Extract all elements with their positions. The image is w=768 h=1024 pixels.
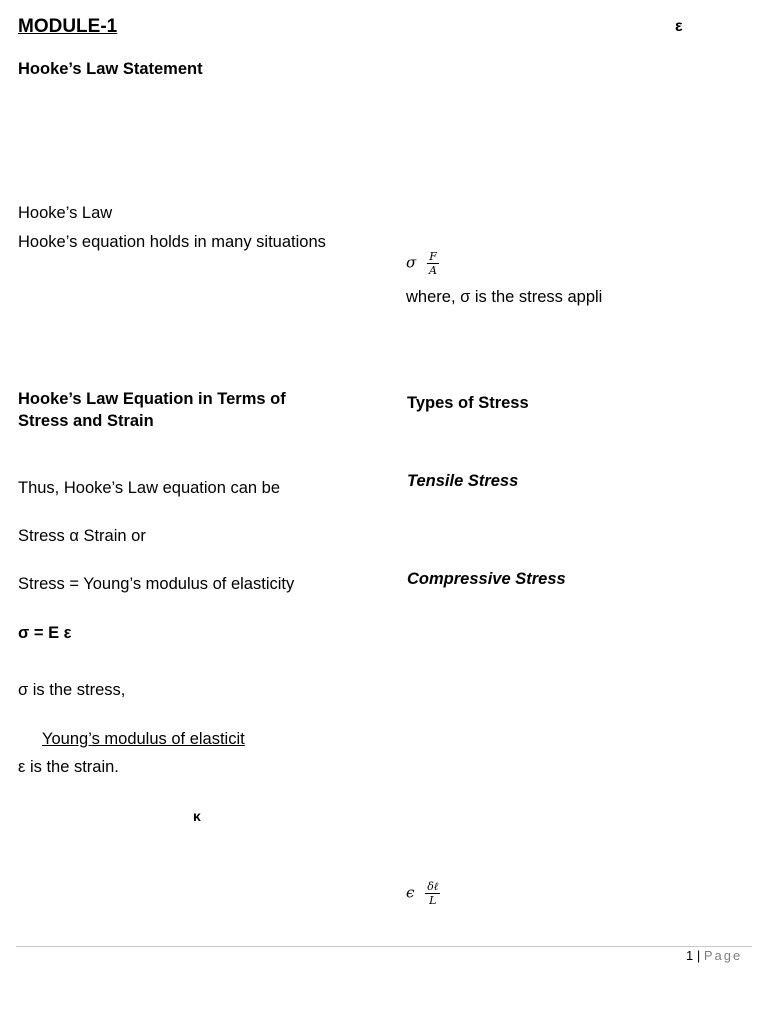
- tensile-stress-heading: Tensile Stress: [407, 472, 519, 490]
- youngs-modulus-definition: Young’s modulus of elasticit: [42, 730, 245, 748]
- stress-formula-fraction: [427, 250, 439, 277]
- footer-divider: [16, 946, 752, 947]
- types-of-stress-heading: Types of Stress: [407, 394, 529, 412]
- sigma-equation: σ = E ε: [18, 624, 72, 642]
- strain-formula-numerator: δℓ: [427, 880, 439, 893]
- corner-epsilon-symbol: ε: [675, 18, 683, 35]
- stress-formula-lhs: σ: [406, 253, 417, 272]
- stress-formula: [406, 250, 439, 277]
- where-line: where, σ is the stress appli: [406, 288, 603, 306]
- sigma-definition: σ is the stress,: [18, 681, 126, 699]
- hookes-equation-line: Hooke’s equation holds in many situations: [18, 233, 326, 251]
- hookes-law-line: Hooke’s Law: [18, 204, 113, 222]
- epsilon-definition: ε is the strain.: [18, 758, 119, 776]
- strain-formula-lhs: ϵ: [406, 883, 415, 902]
- page-label: Page: [703, 948, 743, 963]
- kappa-symbol: κ: [193, 808, 201, 824]
- thus-line: Thus, Hooke’s Law equation can be: [18, 479, 281, 497]
- page-separator: |: [696, 948, 701, 963]
- stress-formula-denominator: A: [429, 264, 437, 277]
- equation-heading: Hooke’s Law Equation in Terms of Stress and Strain: [18, 390, 286, 430]
- strain-formula-denominator: L: [429, 894, 437, 907]
- stress-formula-numerator: F: [429, 250, 437, 263]
- page-footer: [686, 948, 742, 963]
- proportional-line: Stress α Strain or: [18, 527, 146, 545]
- strain-formula: [406, 880, 440, 907]
- compressive-stress-heading: Compressive Stress: [407, 570, 566, 588]
- page-number: 1: [686, 948, 694, 963]
- youngs-modulus-line: Stress = Young’s modulus of elasticity: [18, 575, 295, 593]
- hookes-law-statement-heading: Hooke’s Law Statement: [18, 60, 203, 78]
- module-title: MODULE-1: [18, 16, 118, 37]
- strain-formula-fraction: [425, 880, 440, 907]
